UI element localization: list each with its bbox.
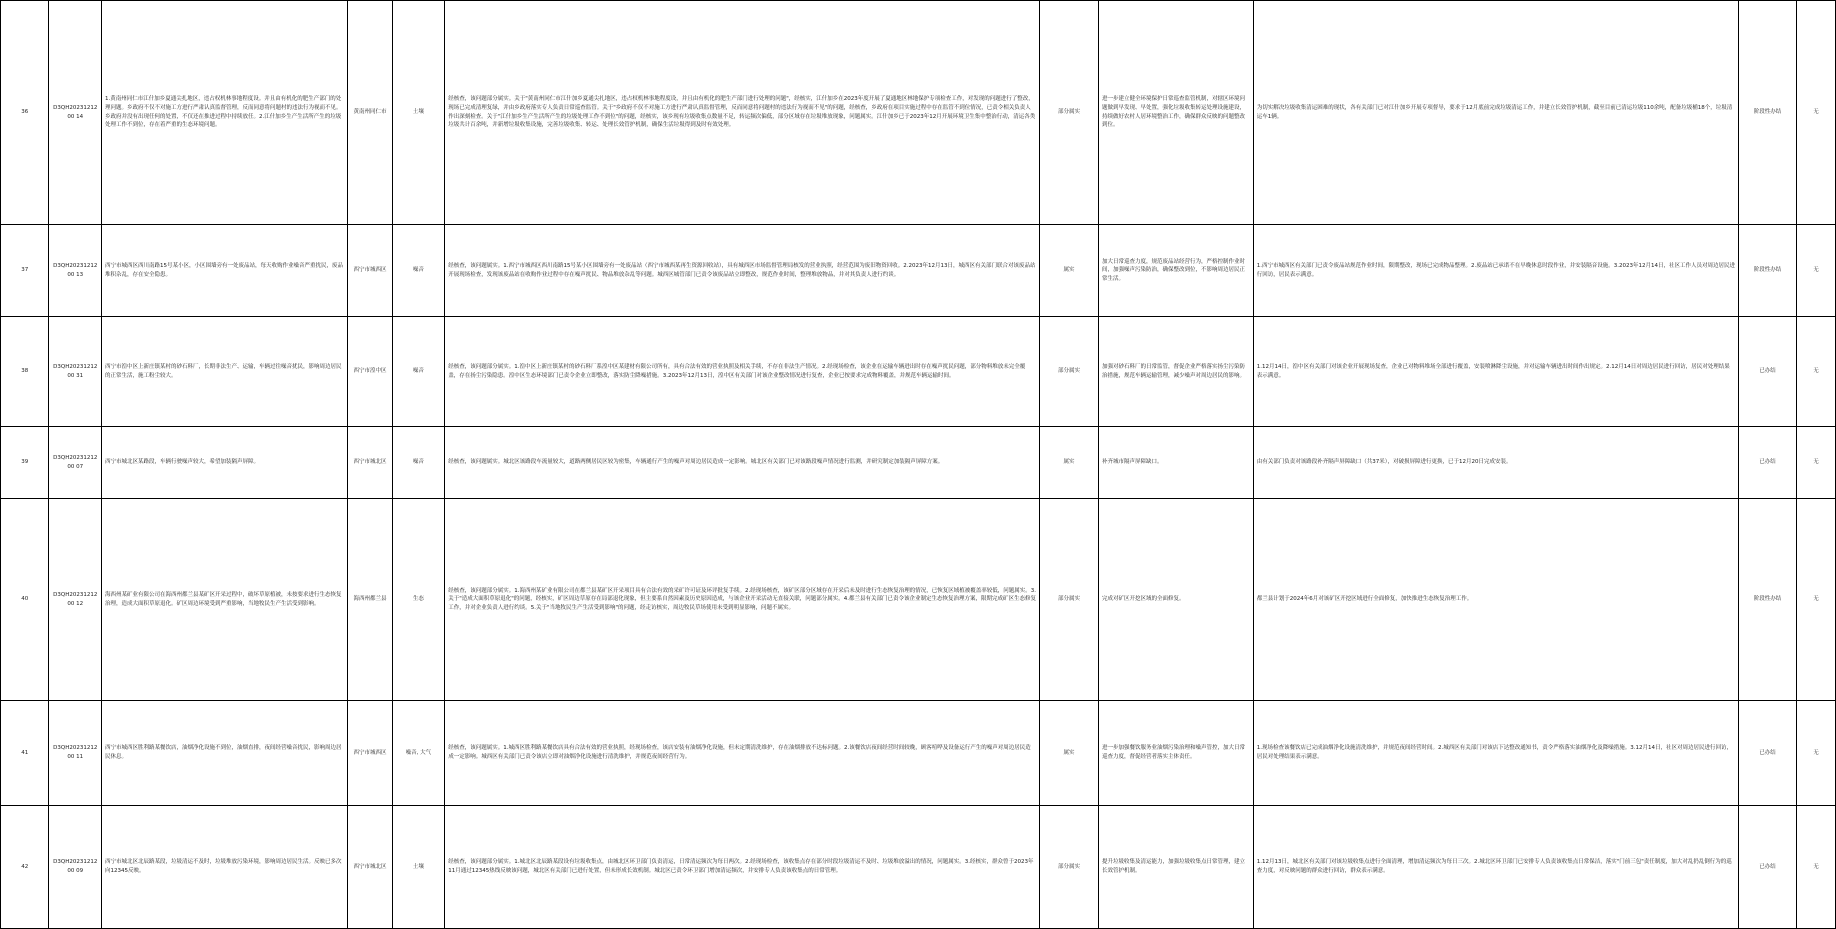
verification-result: 部分属实 xyxy=(1040,1,1099,225)
pollution-type: 土壤 xyxy=(392,806,445,929)
case-code: D3QH2023121200 13 xyxy=(49,225,102,317)
row-number: 42 xyxy=(1,806,49,929)
rectification-goal: 加强对砂石料厂的日常监管，督促企业严格落实扬尘污染防治措施，规范车辆运输管理，减少噪声对周边居民的影响。 xyxy=(1098,317,1253,427)
rectification-progress: 1.现场检查该餐饮店已完成油烟净化设施清洗维护，并规范夜间经营时间。2.城西区有关部门对该店下达整改通知书，责令严格落实油烟净化及降噪措施。3.12月14日，社区对周边居民进行回访，居民对处理结果表示满意。 xyxy=(1253,701,1738,806)
rectification-goal: 进一步建立健全环境保护日常巡查监管机制，对辖区环境问题做到早发现、早处置，强化垃圾收集转运处理设施建设，持续做好农村人居环境整治工作，确保群众反映的问题整改到位。 xyxy=(1098,1,1253,225)
complaint-content: 西宁市城北区某路段，车辆行驶噪声较大，希望加装隔声屏障。 xyxy=(102,427,348,499)
row-number: 38 xyxy=(1,317,49,427)
case-code: D3QH2023121200 07 xyxy=(49,427,102,499)
table-row xyxy=(1,1,1836,225)
investigation-detail: 经核查，该问题部分属实。关于"黄南州同仁市江什加乡夏通尖扎地区，违占权机林事地程度设，并且由有机化的肥生产部门进行处理的问题"，经核实，江什加乡在2023年度开展了夏通地区林地保护专项检查工作，对发现的问题进行了整改，现场已完成清理复绿，并由乡政府落实专人负责日常巡查监管。关于"乡政府不仅不对施工方进行严肃认真监督管理，反而同意将问题村的违法行为视而不见"的问题，经核查，乡政府在项目实施过程中存在监管不到位情况，已责令相关负责人作出深刻检查。关于"江什加乡生产生活所产生的垃圾处理工作不到位"的问题，经核实，该乡现有垃圾收集点数量不足，转运频次偏低，部分区域存在垃圾堆放现象，问题属实。江什加乡已于2023年12月开展环境卫生集中整治行动，清运各类垃圾共计百余吨，并新增垃圾收集设施，完善垃圾收集、转运、处理长效管护机制，确保生活垃圾得到及时有效处理。 xyxy=(445,1,1040,225)
rectification-goal: 补齐城市隔声屏障缺口。 xyxy=(1098,427,1253,499)
investigation-detail: 经核查，该问题属实。1.城西区胜利路某餐饮店具有合法有效的营业执照，经现场检查，该店安装有油烟净化设施，但未定期清洗维护，存在油烟排放不达标问题。2.该餐饮店夜间经营时间较晚，顾客喧哗及设备运行产生的噪声对周边居民造成一定影响。城西区有关部门已责令该店立即对油烟净化设施进行清洗维护，并规范夜间经营行为。 xyxy=(445,701,1040,806)
region: 西宁市城西区 xyxy=(348,225,392,317)
verification-result: 属实 xyxy=(1040,427,1099,499)
status: 阶段性办结 xyxy=(1739,225,1797,317)
complaint-content: 西宁市城北区北辰路某段，垃圾清运不及时，垃圾堆放污染环境，影响周边居民生活。反映已多次向12345反映。 xyxy=(102,806,348,929)
pollution-type: 土壤 xyxy=(392,1,445,225)
status: 已办结 xyxy=(1739,806,1797,929)
case-code: D3QH2023121200 11 xyxy=(49,701,102,806)
region: 黄南州同仁市 xyxy=(348,1,392,225)
accountability: 无 xyxy=(1796,806,1835,929)
case-code: D3QH2023121200 09 xyxy=(49,806,102,929)
table-row xyxy=(1,317,1836,427)
accountability: 无 xyxy=(1796,701,1835,806)
verification-result: 属实 xyxy=(1040,225,1099,317)
pollution-type: 噪音 xyxy=(392,427,445,499)
verification-result: 部分属实 xyxy=(1040,317,1099,427)
rectification-progress: 1.12月14日，湟中区有关部门对该企业开展现场复查，企业已对物料堆场全部进行覆盖，安装喷淋降尘设施，并对运输车辆进出时间作出规定。2.12月14日对周边居民进行回访，居民对处理结果表示满意。 xyxy=(1253,317,1738,427)
region: 西宁市城北区 xyxy=(348,427,392,499)
status: 阶段性办结 xyxy=(1739,1,1797,225)
region: 西宁市城北区 xyxy=(348,806,392,929)
complaint-content: 西宁市湟中区上新庄镇某村的砂石料厂，长期非法生产、运输，车辆过往噪音扰民，影响周边居民的正常生活，施工粉尘较大。 xyxy=(102,317,348,427)
table-row xyxy=(1,427,1836,499)
table-row xyxy=(1,499,1836,701)
complaint-content: 1.黄南州同仁市江什加乡夏通尖扎地区，违占权机林事地程度设。并且由有机化的肥生产部门的处理问题。乡政府不仅不对施工方进行严肃认真监督管理，反而同意将问题村的违法行为视而不见。乡政府并没有出现任何的处置，不仅还在推进过程中持续放任。2.江什加乡生产生活所产生的垃圾处理工作不到位，存在着严重的生态环境问题。 xyxy=(102,1,348,225)
rectification-progress: 1.西宁市城西区有关部门已责令废品站规范作业时间，限期整改，现场已完成物品整理。2.废品站已承诺不在早晚休息时段作业，并安装隔音设施。3.2023年12月14日，社区工作人员对周边居民进行回访，居民表示满意。 xyxy=(1253,225,1738,317)
complaint-content: 西宁市城西区西川南路15号某小区，小区围墙旁有一处废品站，每天收购作业噪音严重扰民，废品堆积杂乱，存在安全隐患。 xyxy=(102,225,348,317)
verification-result: 部分属实 xyxy=(1040,499,1099,701)
case-code: D3QH2023121200 14 xyxy=(49,1,102,225)
investigation-detail: 经核查，该问题属实。1.西宁市城西区西川南路15号某小区围墙旁有一处废品站（西宁市城西某再生资源回收站），具有城西区市场监督管理局核发的营业执照，经营范围为废旧物资回收。2.2023年12月13日，城西区有关部门联合对该废品站开展现场检查，发现该废品站在收购作业过程中存在噪声扰民、物品堆放杂乱等问题。城西区城管部门已责令该废品站立即整改，规范作业时间，整理堆放物品，并对其负责人进行约谈。 xyxy=(445,225,1040,317)
rectification-progress: 都兰县计划于2024年6月对该矿区开挖区域进行全面修复，加快推进生态恢复治理工作。 xyxy=(1253,499,1738,701)
case-code: D3QH2023121200 31 xyxy=(49,317,102,427)
pollution-type: 噪音 xyxy=(392,225,445,317)
complaint-content: 西宁市城西区胜利路某餐饮店，油烟净化设施不到位，油烟直排，夜间经营噪音扰民，影响周边居民休息。 xyxy=(102,701,348,806)
accountability: 无 xyxy=(1796,317,1835,427)
status: 已办结 xyxy=(1739,701,1797,806)
row-number: 41 xyxy=(1,701,49,806)
region: 海西州都兰县 xyxy=(348,499,392,701)
row-number: 36 xyxy=(1,1,49,225)
accountability: 无 xyxy=(1796,427,1835,499)
table-row xyxy=(1,806,1836,929)
accountability: 无 xyxy=(1796,499,1835,701)
pollution-type: 噪音, 大气 xyxy=(392,701,445,806)
rectification-goal: 加大日常巡查力度，规范废品站经营行为，严格控制作业时间，加强噪声污染防治，确保整改到位，不影响周边居民正常生活。 xyxy=(1098,225,1253,317)
row-number: 40 xyxy=(1,499,49,701)
verification-result: 属实 xyxy=(1040,701,1099,806)
investigation-detail: 经核查，该问题部分属实。1.海西州某矿业有限公司在都兰县某矿区开采项目具有合法有效的采矿许可证及环评批复手续。2.经现场核查，该矿区部分区域存在开采后未及时进行生态恢复治理的情况，已恢复区域植被覆盖率较低，问题属实。3.关于"造成大面积草原退化"的问题，经核实，矿区周边草原存在局部退化现象，但主要系自然因素及历史原因造成，与该企业开采活动无直接关联，问题部分属实。4.都兰县有关部门已责令该企业制定生态恢复治理方案，限期完成矿区生态修复工作，并对企业负责人进行约谈。5.关于"当地牧民生产生活受到影响"的问题，经走访核实，周边牧民草场使用未受到明显影响，问题不属实。 xyxy=(445,499,1040,701)
verification-result: 部分属实 xyxy=(1040,806,1099,929)
rectification-progress: 1.12月13日，城北区有关部门对该垃圾收集点进行全面清理，增加清运频次为每日三次。2.城北区环卫部门已安排专人负责该收集点日常保洁，落实"门前三包"责任制度，加大对乱扔乱倒行为的巡查力度，对反映问题的群众进行回访，群众表示满意。 xyxy=(1253,806,1738,929)
status: 已办结 xyxy=(1739,317,1797,427)
status: 已办结 xyxy=(1739,427,1797,499)
investigation-detail: 经核查，该问题部分属实。1.湟中区上新庄镇某村的砂石料厂系湟中区某建材有限公司所有，具有合法有效的营业执照及相关手续，不存在非法生产情况。2.经现场检查，该企业在运输车辆进出时存在噪声扰民问题，部分物料堆放未完全覆盖，存在扬尘污染隐患。湟中区生态环境部门已责令企业立即整改，落实防尘降噪措施。3.2023年12月13日，湟中区有关部门对该企业整改情况进行复查，企业已按要求完成物料覆盖，并规范车辆运输时间。 xyxy=(445,317,1040,427)
rectification-goal: 提升垃圾收集及清运能力，加强垃圾收集点日常管理，建立长效管护机制。 xyxy=(1098,806,1253,929)
row-number: 37 xyxy=(1,225,49,317)
pollution-type: 生态 xyxy=(392,499,445,701)
table-row xyxy=(1,225,1836,317)
rectification-goal: 进一步加强餐饮服务业油烟污染治理和噪声管控，加大日常巡查力度，督促经营者落实主体责任。 xyxy=(1098,701,1253,806)
pollution-type: 噪音 xyxy=(392,317,445,427)
rectification-progress: 为切实解决垃圾收集清运困难的现状，各有关部门已对江什加乡开展专项督导，要求于12月底前完成垃圾清运工作，并建立长效管护机制，截至目前已清运垃圾110余吨，配备垃圾桶18个，垃圾清运车1辆。 xyxy=(1253,1,1738,225)
region: 西宁市城西区 xyxy=(348,701,392,806)
row-number: 39 xyxy=(1,427,49,499)
investigation-detail: 经核查，该问题部分属实。1.城北区北辰路某段设有垃圾收集点，由城北区环卫部门负责清运，日常清运频次为每日两次。2.经现场检查，该收集点存在部分时段垃圾清运不及时、垃圾堆放溢出的情况，问题属实。3.经核实，群众曾于2023年11月通过12345热线反映该问题，城北区有关部门已进行处置，但未形成长效机制。城北区已责令环卫部门增加清运频次，并安排专人负责该收集点的日常管理。 xyxy=(445,806,1040,929)
investigation-detail: 经核查，该问题属实。城北区该路段车流量较大，道路两侧居民区较为密集，车辆通行产生的噪声对周边居民造成一定影响。城北区有关部门已对该路段噪声情况进行监测，并研究制定加装隔声屏障方案。 xyxy=(445,427,1040,499)
status: 阶段性办结 xyxy=(1739,499,1797,701)
complaint-content: 海西州某矿业有限公司在海西州都兰县某矿区开采过程中，破坏草原植被，未按要求进行生态恢复治理，造成大面积草原退化。矿区周边环境受到严重影响，当地牧民生产生活受到影响。 xyxy=(102,499,348,701)
accountability: 无 xyxy=(1796,1,1835,225)
rectification-goal: 完成对矿区开挖区域的全面修复。 xyxy=(1098,499,1253,701)
accountability: 无 xyxy=(1796,225,1835,317)
region: 西宁市湟中区 xyxy=(348,317,392,427)
rectification-progress: 由有关部门负责对该路段补齐隔声屏障缺口（共37米），对破损屏障进行更换，已于12月20日完成安装。 xyxy=(1253,427,1738,499)
case-code: D3QH2023121200 12 xyxy=(49,499,102,701)
table-row xyxy=(1,701,1836,806)
